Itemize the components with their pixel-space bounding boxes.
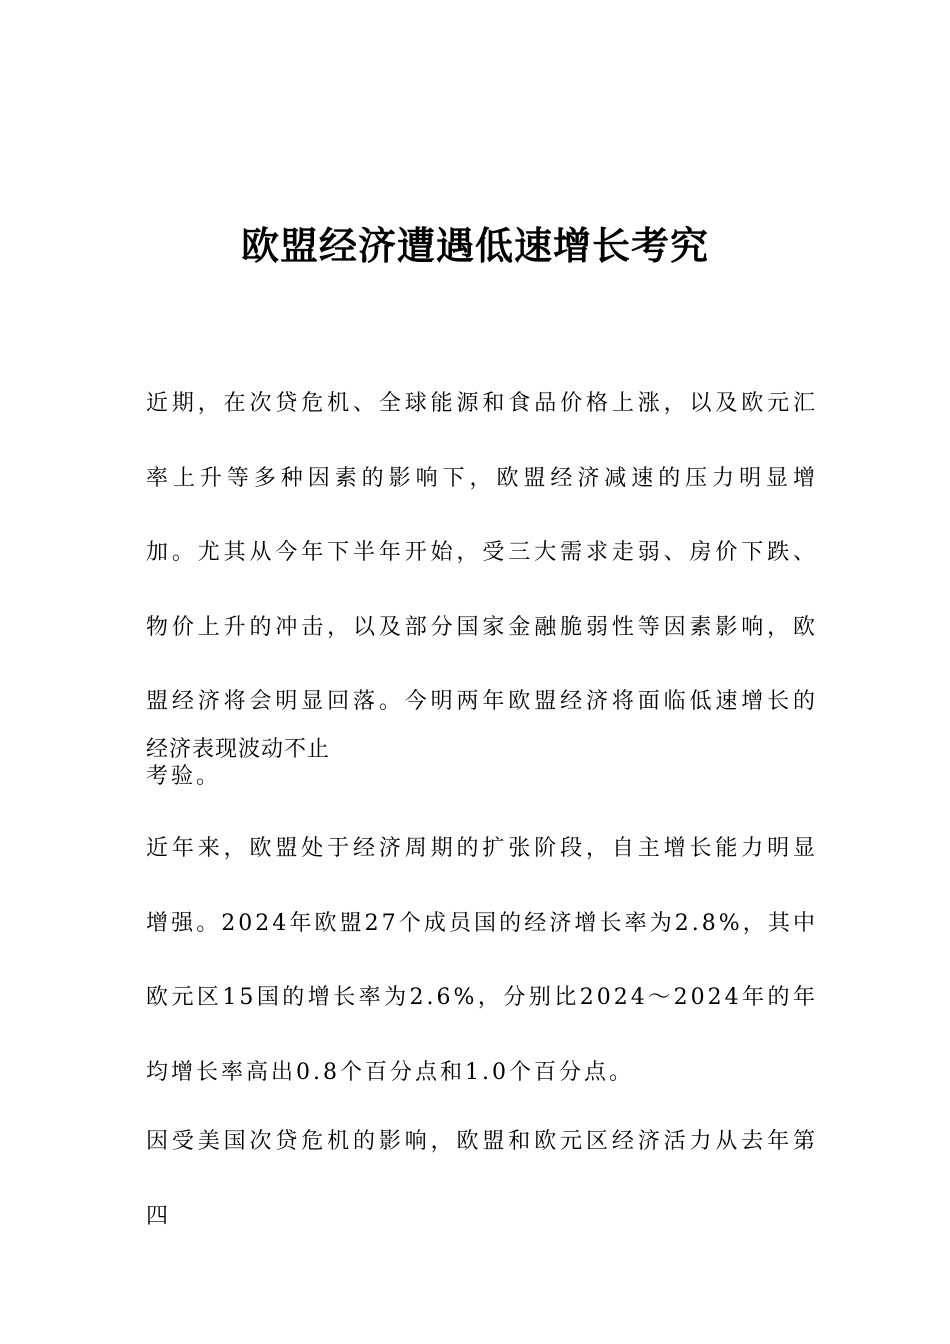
document-title: 欧盟经济遭遇低速增长考究	[240, 224, 709, 268]
paragraph-intro: 近期，在次贷危机、全球能源和食品价格上涨，以及欧元汇率上升等多种因素的影响下，欧盟经济减速的压力明显增加。尤其从今年下半年开始，受三大需求走弱、房价下跌、物价上升的冲击，以及部分国家金融脆弱性等因素影响，欧盟经济将会明显回落。今明两年欧盟经济将面临低速增长的考验。	[146, 391, 818, 789]
paragraph-growth: 近年来，欧盟处于经济周期的扩张阶段，自主增长能力明显增强。2024年欧盟27个成员国的经济增长率为2.8%，其中欧元区15国的增长率为2.6%，分别比2024～2024年的年均增长率高出0.8个百分点和1.0个百分点。	[146, 836, 818, 1085]
section-heading: 经济表现波动不止	[146, 737, 331, 762]
paragraph-subprime: 因受美国次贷危机的影响，欧盟和欧元区经济活力从去年第四	[146, 1129, 818, 1229]
